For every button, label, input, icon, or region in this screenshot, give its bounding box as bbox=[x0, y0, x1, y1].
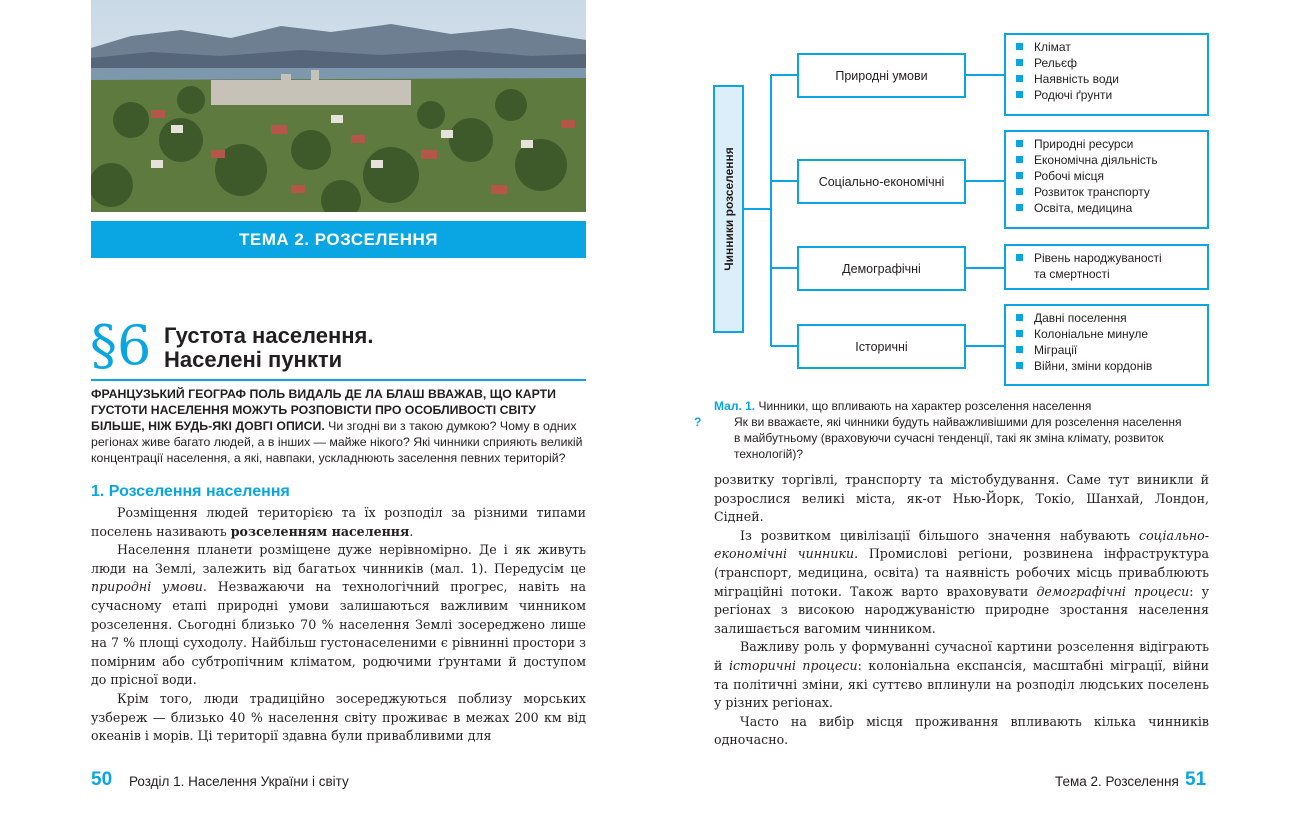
diagram-item: Колоніальне минуле bbox=[1014, 326, 1201, 342]
diagram-item: Освіта, медицина bbox=[1014, 200, 1201, 216]
running-head-right: Тема 2. Розселення bbox=[1055, 774, 1179, 789]
page-number-right: 51 bbox=[1185, 769, 1207, 790]
diagram-item: Рельєф bbox=[1014, 55, 1201, 71]
body-paragraph: Населення планети розміщене дуже нерівномірно. Де і як живуть люди на Землі, залежить від багатьох чинників (мал. 1). Передусім це природні умови. Незважаючи на технологічний прогрес, навіть на сучасному етапі природні умови залишаються важливим чинником розселення. Сьогодні близько 70 % населення Землі зосереджено лише на 7 % площі суходолу. Найбільш густонаселеними є рівнинні простори з помірним або субтропічним кліматом, родючими ґрунтами й доступом до прісної води. bbox=[91, 542, 586, 688]
diagram-item: Економічна діяльність bbox=[1014, 152, 1201, 168]
paragraph-title-line1: Густота населення. bbox=[164, 323, 374, 348]
paragraph-number: §6 bbox=[90, 314, 152, 377]
diagram-items-demographic bbox=[1004, 244, 1209, 290]
diagram-group-historical: Історичні bbox=[797, 324, 966, 369]
topic-bar: ТЕМА 2. РОЗСЕЛЕННЯ bbox=[91, 221, 586, 258]
diagram-group-socioeconomic: Соціально-економічні bbox=[797, 159, 966, 204]
running-head-left: Розділ 1. Населення України і світу bbox=[129, 774, 349, 789]
diagram-item: Клімат bbox=[1014, 39, 1201, 55]
body-paragraph: розвитку торгівлі, транспорту та містобудування. Саме тут виникли й розрослися великі міста, як-от Нью-Йорк, Токіо, Шанхай, Лондон, Сідней. bbox=[714, 472, 1209, 525]
section-heading: 1. Розселення населення bbox=[91, 483, 290, 500]
caption-label: Мал. 1. bbox=[714, 399, 756, 413]
intro-rest: Чи згодні ви з такою думкою? Чому в одних регіонах живе багато людей, а в інших — майже нікого? Які чинники сприяють великій концентрації населення, а які, навпаки, ускладнюють заселення певних територій? bbox=[91, 419, 583, 465]
diagram-item: Природні ресурси bbox=[1014, 136, 1201, 152]
diagram-item-continued: та смертності bbox=[1034, 267, 1110, 281]
body-paragraph: Часто на вибір місця проживання впливають кілька чинників одночасно. bbox=[714, 713, 1209, 748]
diagram-item: Війни, зміни кордонів bbox=[1014, 358, 1201, 374]
page-number-left: 50 bbox=[91, 769, 113, 790]
diagram-group-demographic: Демографічні bbox=[797, 246, 966, 291]
caption-text: Чинники, що впливають на характер розселення населення bbox=[755, 399, 1092, 413]
diagram-group-natural: Природні умови bbox=[797, 53, 966, 98]
diagram-item: Наявність води bbox=[1014, 71, 1201, 87]
paragraph-title-line2: Населені пункти bbox=[164, 347, 343, 372]
diagram-items-historical bbox=[1004, 304, 1209, 386]
diagram-item: Міграції bbox=[1014, 342, 1201, 358]
diagram-item: Розвиток транспорту bbox=[1014, 184, 1201, 200]
diagram-items-socioeconomic bbox=[1004, 130, 1209, 229]
diagram-item: Рівень народжуваності bbox=[1014, 250, 1201, 266]
body-paragraph: Важливу роль у формуванні сучасної картини розселення відіграють й історичні процеси: колоніальна експансія, масштабні міграції, війни та політичні зміни, які суттєво вплинули на розподіл людських поселень у різних регіонах. bbox=[714, 639, 1209, 711]
diagram-item: Давні поселення bbox=[1014, 310, 1201, 326]
diagram-root-box bbox=[713, 85, 744, 333]
figure-caption bbox=[694, 398, 1184, 462]
body-paragraph: Крім того, люди традиційно зосереджуються поблизу морських узбереж — близько 40 % населення світу проживає в межах 200 км від океанів і морів. Ці території здавна були привабливими для bbox=[91, 690, 586, 744]
diagram-items-natural bbox=[1004, 33, 1209, 116]
right-body-text bbox=[714, 471, 1209, 750]
body-paragraph: Із розвитком цивілізації більшого значення набувають соціально-економічні чинники. Промислові регіони, розвинена інфраструктура (транспорт, медицина, освіта) та наявність робочих місць приваблюють міграційні потоки. Також варто враховувати демографічні процеси: у регіонах з високою народжуваністю природне зростання населення залишається вагомим чинником. bbox=[714, 527, 1210, 636]
question-mark-icon: ? bbox=[694, 415, 702, 429]
diagram-item: Родючі ґрунти bbox=[1014, 87, 1201, 103]
diagram-item: Робочі місця bbox=[1014, 168, 1201, 184]
intro-caps: ФРАНЦУЗЬКИЙ ГЕОГРАФ ПОЛЬ ВИДАЛЬ ДЕ ЛА БЛАШ ВВАЖАВ, ЩО КАРТИ ГУСТОТИ НАСЕЛЕННЯ МОЖУТЬ РОЗПОВІСТИ ПРО ОСОБЛИВОСТІ СВІТУ БІЛЬШЕ, НІЖ БУДЬ-ЯКІ ДОВГІ ОПИСИ. bbox=[91, 387, 556, 433]
caption-question: ? Як ви вважаєте, які чинники будуть найважливішими для розселення населення в майбутньому (враховуючи сучасні тенденції, такі як зміна клімату, розвиток технологій)? bbox=[694, 415, 1182, 461]
body-paragraph: Розміщення людей територією та їх розподіл за різними типами поселень називають розселенням населення. bbox=[91, 505, 586, 539]
diagram-root-label: Чинники розселення bbox=[721, 147, 736, 271]
